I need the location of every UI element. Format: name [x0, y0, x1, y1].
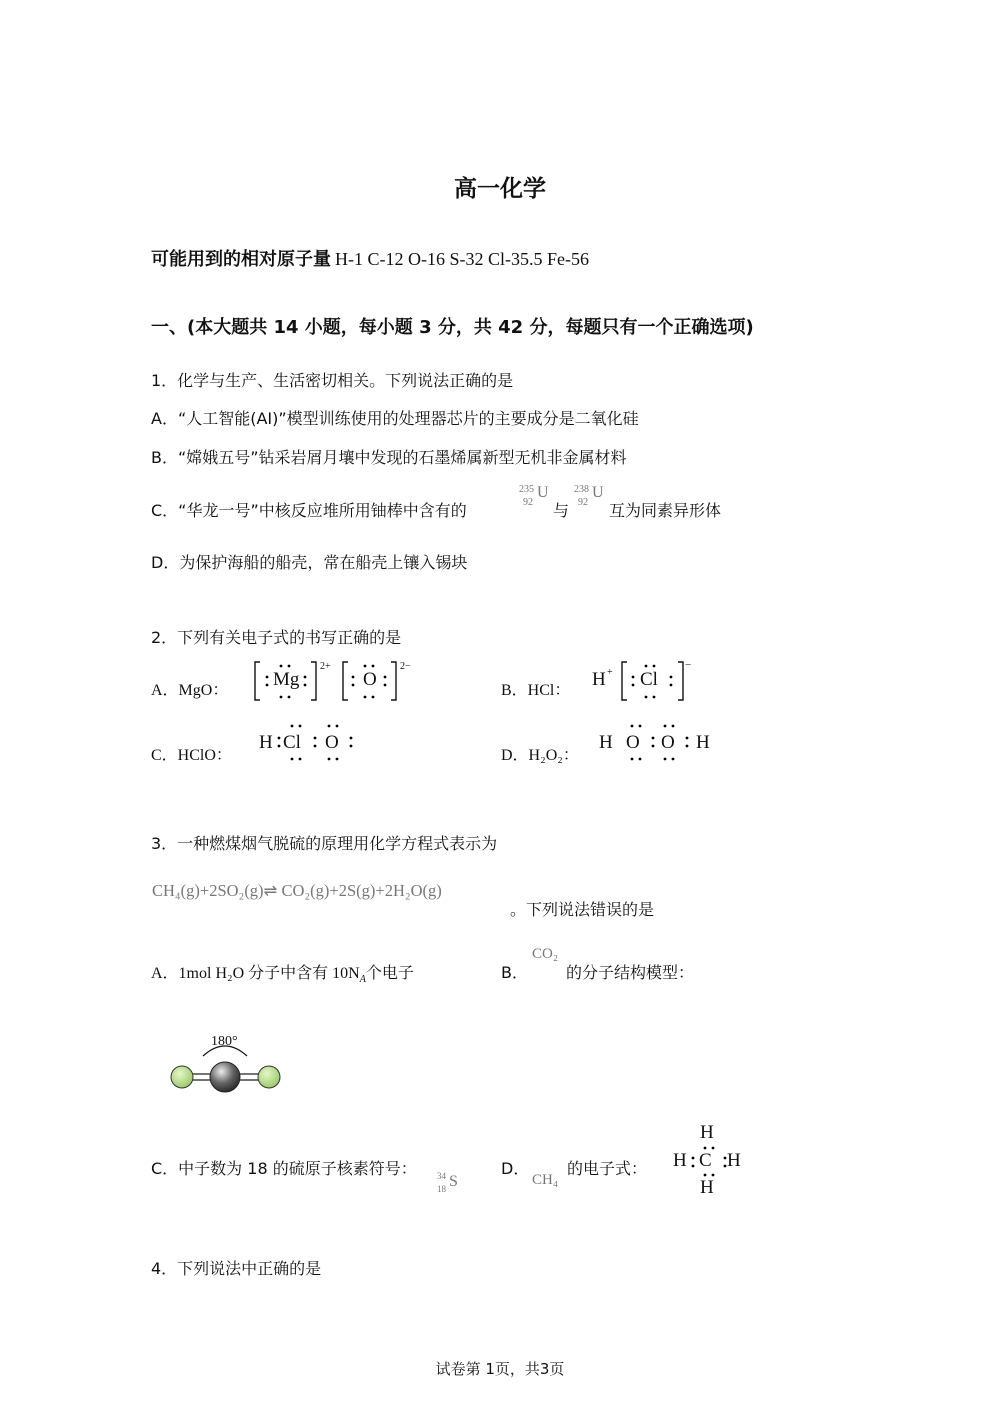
q1-iso1-z: 92 [523, 497, 533, 508]
q3-c-symbol: S [449, 1173, 458, 1190]
q2-a-o: O [363, 669, 377, 690]
q2-option-d-label: D．H₂O₂： [501, 747, 579, 764]
q2-b-cl: Cl [640, 669, 658, 690]
hclo-dots-svg [258, 722, 368, 764]
atomic-mass-values: H-1 C-12 O-16 S-32 Cl-35.5 Fe-56 [335, 249, 589, 269]
co2-bond-angle-label: 180° [211, 1034, 238, 1049]
q2-b-h: H [592, 669, 606, 690]
q1-iso2-symbol: U [592, 484, 604, 501]
q1-option-a: A．“人工智能(AI)”模型训练使用的处理器芯片的主要成分是二氧化硅 [151, 409, 639, 428]
section-heading: 一、(本大题共 14 小题，每小题 3 分，共 42 分，每题只有一个正确选项) [151, 317, 754, 338]
q2-d-h1: H [599, 732, 613, 753]
page-footer: 试卷第 1页，共3页 [435, 1360, 565, 1378]
q1-option-b: B．“嫦娥五号”钻采岩屑月壤中发现的石墨烯属新型无机非金属材料 [151, 448, 627, 467]
q3-option-d-post: 的电子式： [567, 1159, 648, 1178]
atomic-mass-line [151, 245, 589, 271]
ch4-c: C [699, 1150, 712, 1171]
q1-option-d: D．为保护海船的船壳，常在船壳上镶入锡块 [151, 553, 468, 572]
q2-d-o2: O [661, 732, 675, 753]
q3-option-a-sub: A [359, 974, 366, 986]
q2-option-a-label: A．MgO： [151, 682, 229, 699]
q3-option-b-post: 的分子结构模型： [566, 963, 695, 982]
q4-stem: 4．下列说法中正确的是 [151, 1259, 322, 1278]
ch4-h-top: H [700, 1122, 714, 1143]
q2-c-h: H [259, 732, 273, 753]
q3-c-z: 18 [437, 1184, 446, 1194]
q3-option-a-end: 个电子 [365, 965, 414, 982]
atomic-mass-label: 可能用到的相对原子量 [151, 249, 331, 270]
q2-b-h-charge: + [607, 667, 613, 678]
q3-equation: CH₄(g)+2SO₂(g)⇌ CO₂(g)+2S(g)+2H₂O(g) [152, 881, 442, 900]
q1-iso1-mass: 235 [519, 484, 534, 495]
q2-d-o1: O [626, 732, 640, 753]
q2-c-cl: Cl [283, 732, 301, 753]
q2-option-b-label: B．HCl： [501, 682, 571, 699]
q2-a-o-charge: 2− [400, 661, 411, 672]
q3-option-a [151, 960, 414, 985]
q2-a-mg-charge: 2+ [320, 661, 331, 672]
q3-option-d-pre: D． [501, 1159, 530, 1178]
q3-option-b-pre: B． [501, 963, 528, 982]
q1-option-c-pre: C．“华龙一号”中核反应堆所用铀棒中含有的 [151, 501, 467, 520]
q2-d-h2: H [696, 732, 710, 753]
page-title: 高一化学 [454, 176, 546, 202]
ch4-h-bottom: H [700, 1177, 714, 1198]
q3-c-mass: 34 [437, 1171, 446, 1181]
ch4-h-left: H [673, 1150, 687, 1171]
ch4-h-right: H [727, 1150, 741, 1171]
q1-option-c-post: 互为同素异形体 [609, 501, 722, 520]
q1-option-c-mid: 与 [553, 501, 570, 520]
q2-c-o: O [325, 732, 339, 753]
q3-option-b-formula: CO₂ [532, 946, 559, 962]
q2-option-c-label: C．HClO： [151, 747, 232, 764]
q2-a-mg: Mg [273, 669, 300, 690]
q3-stem-end: 。下列说法错误的是 [510, 900, 655, 919]
q3-option-c: C．中子数为 18 的硫原子核素符号： [151, 1159, 417, 1178]
q3-option-a-text: A．1mol H₂O 分子中含有 10N [151, 965, 360, 982]
q1-stem: 1．化学与生产、生活密切相关。下列说法正确的是 [151, 371, 514, 390]
q3-option-d-formula: CH₄ [532, 1172, 559, 1188]
q2-b-cl-charge: − [685, 659, 692, 671]
q1-iso1-symbol: U [537, 484, 549, 501]
q3-stem: 3．一种燃煤烟气脱硫的原理用化学方程式表示为 [151, 834, 498, 853]
q2-stem: 2．下列有关电子式的书写正确的是 [151, 628, 402, 647]
q2-c-electron-formula [258, 722, 368, 764]
q1-iso2-mass: 238 [574, 484, 589, 495]
q1-iso2-z: 92 [578, 497, 588, 508]
